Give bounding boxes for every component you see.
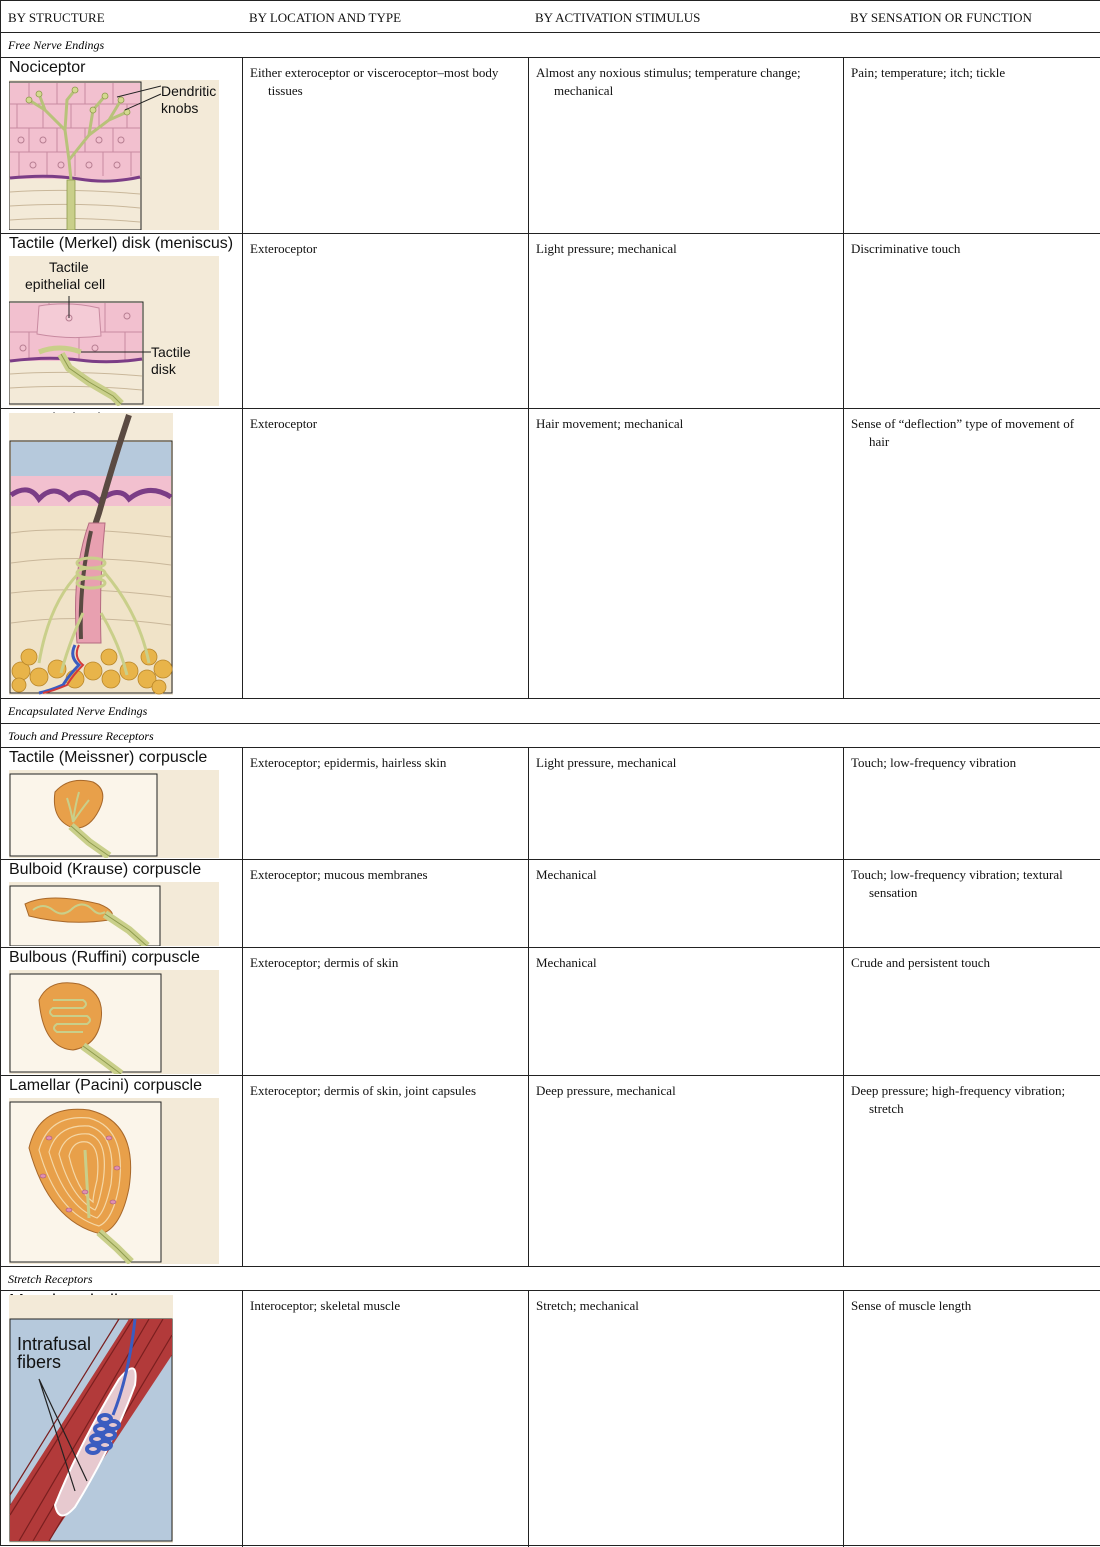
structure-label: Bulboid (Krause) corpuscle — [9, 861, 202, 878]
location-text: Exteroceptor — [250, 416, 318, 431]
location-cell — [242, 948, 528, 1075]
section-stretch-receptors — [1, 1267, 1100, 1291]
function-text: Sense of muscle length — [851, 1298, 972, 1313]
annotation-fibers: fibers — [17, 1352, 62, 1372]
table-header — [1, 1, 1100, 33]
function-cell — [843, 234, 1100, 408]
section-title: Touch and Pressure Receptors — [8, 729, 154, 743]
section-title: Stretch Receptors — [8, 1272, 93, 1286]
function-cell — [843, 1076, 1100, 1266]
function-cell — [843, 948, 1100, 1075]
location-text: Interoceptor; skeletal muscle — [250, 1298, 401, 1313]
krause-corpuscle-illustration — [9, 882, 219, 946]
section-encapsulated-nerve-endings — [1, 699, 1100, 724]
stimulus-cell — [528, 409, 843, 698]
stimulus-text: Mechanical — [536, 955, 597, 970]
section-touch-pressure-receptors — [1, 724, 1100, 748]
function-cell — [843, 1291, 1100, 1547]
header-function: BY SENSATION OR FUNCTION — [850, 10, 1032, 25]
location-text: Exteroceptor; mucous membranes — [250, 867, 428, 882]
stimulus-text: Deep pressure, mechanical — [536, 1083, 676, 1098]
stimulus-cell — [528, 860, 843, 947]
function-text: Pain; temperature; itch; tickle — [851, 65, 1006, 80]
annotation-dendritic: Dendritic — [161, 83, 217, 99]
table-row — [1, 58, 1100, 234]
stimulus-cell — [528, 948, 843, 1075]
structure-cell — [1, 748, 242, 859]
function-cell — [843, 58, 1100, 233]
location-cell — [242, 234, 528, 408]
structure-cell — [1, 1291, 242, 1547]
annotation-intrafusal: Intrafusal — [17, 1334, 92, 1354]
stimulus-cell — [528, 1076, 843, 1266]
structure-cell — [1, 948, 242, 1075]
stimulus-cell — [528, 748, 843, 859]
ruffini-corpuscle-illustration — [9, 970, 219, 1074]
root-hair-plexus-illustration — [9, 413, 173, 695]
structure-label: Nociceptor — [9, 59, 86, 76]
function-text: Discriminative touch — [851, 241, 961, 256]
function-text: Deep pressure; high-frequency vibration; stretch — [851, 1083, 1066, 1116]
function-cell — [843, 409, 1100, 698]
table-row — [1, 748, 1100, 860]
structure-label: Lamellar (Pacini) corpuscle — [9, 1077, 202, 1094]
location-text: Exteroceptor; dermis of skin — [250, 955, 399, 970]
stimulus-cell — [528, 234, 843, 408]
structure-cell — [1, 1076, 242, 1266]
table-row — [1, 948, 1100, 1076]
structure-label: Bulbous (Ruffini) corpuscle — [9, 949, 200, 966]
location-cell — [242, 1291, 528, 1547]
location-text: Exteroceptor — [250, 241, 318, 256]
section-title: Free Nerve Endings — [8, 38, 105, 52]
stimulus-text: Mechanical — [536, 867, 597, 882]
stimulus-text: Stretch; mechanical — [536, 1298, 639, 1313]
function-text: Touch; low-frequency vibration; textural sensation — [851, 867, 1063, 900]
location-cell — [242, 860, 528, 947]
structure-cell — [1, 58, 242, 233]
structure-label: Tactile (Merkel) disk (meniscus) — [9, 235, 234, 252]
annotation-tactile-2: Tactile — [151, 344, 191, 360]
table-row — [1, 1291, 1100, 1547]
header-structure: BY STRUCTURE — [8, 10, 105, 25]
function-text: Crude and persistent touch — [851, 955, 990, 970]
structure-cell — [1, 860, 242, 947]
function-cell — [843, 860, 1100, 947]
annotation-knobs: knobs — [161, 100, 199, 116]
meissner-corpuscle-illustration — [9, 770, 219, 858]
pacini-corpuscle-illustration — [9, 1098, 219, 1264]
function-cell — [843, 748, 1100, 859]
location-cell — [242, 1076, 528, 1266]
stimulus-text: Hair movement; mechanical — [536, 416, 684, 431]
header-stimulus: BY ACTIVATION STIMULUS — [535, 10, 701, 25]
function-text: Touch; low-frequency vibration — [851, 755, 1017, 770]
location-text: Exteroceptor; dermis of skin, joint capsules — [250, 1083, 477, 1098]
location-text: Either exteroceptor or visceroceptor–most body tissues — [250, 65, 499, 98]
table-row — [1, 234, 1100, 409]
structure-cell — [1, 409, 242, 698]
table-row — [1, 409, 1100, 699]
section-title: Encapsulated Nerve Endings — [8, 704, 148, 718]
location-text: Exteroceptor; epidermis, hairless skin — [250, 755, 447, 770]
stimulus-cell — [528, 1291, 843, 1547]
stimulus-text: Light pressure, mechanical — [536, 755, 677, 770]
header-location: BY LOCATION AND TYPE — [249, 10, 402, 25]
stimulus-text: Almost any noxious stimulus; temperature change; mechanical — [536, 65, 801, 98]
annotation-disk: disk — [151, 361, 176, 377]
location-cell — [242, 58, 528, 233]
function-text: Sense of “deflection” type of movement of hair — [851, 416, 1075, 449]
structure-label: Tactile (Meissner) corpuscle — [9, 749, 208, 766]
stimulus-text: Light pressure; mechanical — [536, 241, 677, 256]
muscle-spindle-illustration — [9, 1295, 173, 1543]
annotation-tactile: Tactile — [49, 259, 89, 275]
table-row — [1, 1076, 1100, 1267]
structure-cell — [1, 234, 242, 408]
annotation-epithelial-cell: epithelial cell — [25, 276, 106, 292]
location-cell — [242, 409, 528, 698]
table-row — [1, 860, 1100, 948]
section-free-nerve-endings — [1, 33, 1100, 58]
stimulus-cell — [528, 58, 843, 233]
location-cell — [242, 748, 528, 859]
